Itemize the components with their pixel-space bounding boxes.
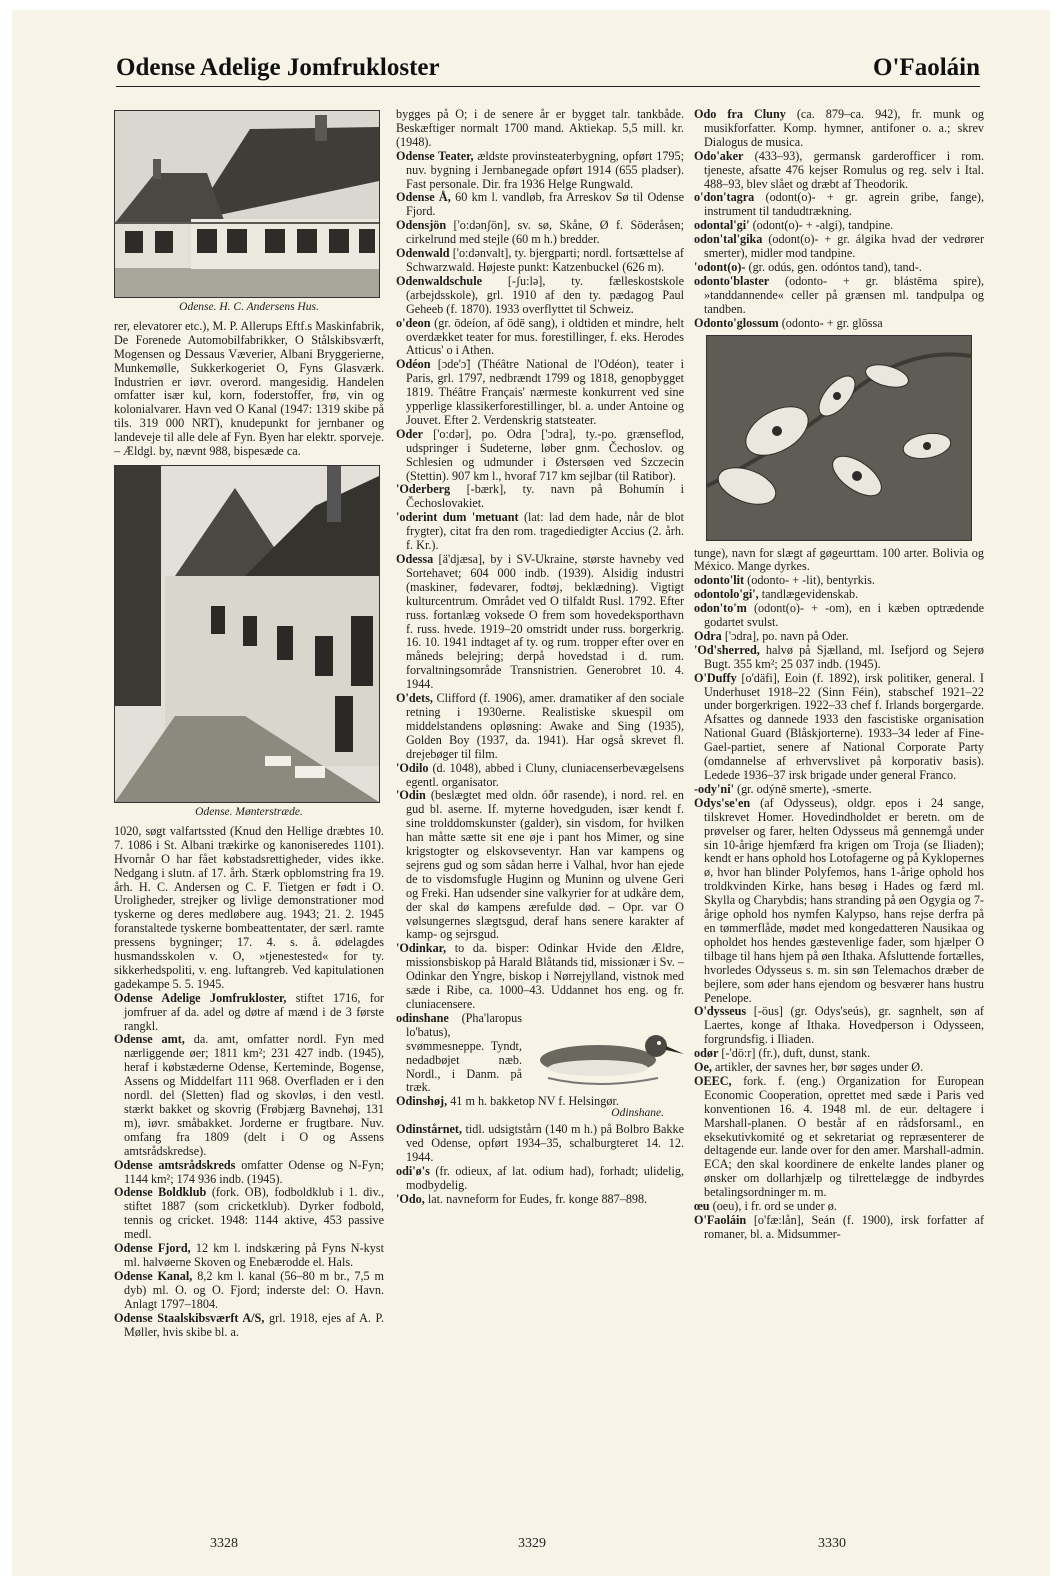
entry xyxy=(396,247,684,275)
entry-body: [-bærk], ty. navn på Bohumín i Čechoslovakiet. xyxy=(406,482,684,511)
entry xyxy=(694,644,984,672)
entry-head: Odra xyxy=(694,628,722,643)
entry-head: Odinstårnet, xyxy=(396,1122,463,1137)
header-rule xyxy=(116,86,980,87)
page-number-left: 3328 xyxy=(210,1536,238,1551)
entry-head: Oe, xyxy=(694,1060,712,1075)
entry-head: Odinshøj, xyxy=(396,1094,448,1109)
entry xyxy=(114,1270,384,1312)
entry-head: 'oderint dum 'metuant xyxy=(396,510,519,525)
photo1-caption: Odense. H. C. Andersens Hus. xyxy=(179,301,319,313)
entry-body: (ca. 879–ca. 942), fr. munk og musikforfatter. Komp. hymner, antifoner o. a.; skrev Dialogus de musica. xyxy=(704,108,984,149)
entry-body: (fr. odieux, af lat. odium had), forhadt; ulidelig, modbydelig. xyxy=(406,1163,684,1192)
entry-head: Odenwald xyxy=(396,246,450,261)
entry-body: (odont(o)- + gr. agrein gribe, fange), instrument til tandudtrækning. xyxy=(704,190,984,219)
column2-intro: bygges på O; i de senere år er bygget talr. tankbåde. Beskæftiger normalt 1700 mand. Aktiekap. 5,5 mill. kr. (1948). xyxy=(396,108,684,149)
entry-body: lat. navneform for Eudes, fr. konge 887–898. xyxy=(424,1191,648,1206)
entry-body: (lat: lad dem hade, når de blot frygter), citat fra den rom. tragediedigter Accius (2. årh. f. Kr.). xyxy=(406,510,684,553)
entry-body: 8,2 km l. kanal (56–80 m br., 7,5 m dyb) ml. O. og O. Fjord; inderste del: O. Havn. Anlagt 1797–1804. xyxy=(124,1268,384,1311)
entry xyxy=(694,588,984,602)
entry xyxy=(396,789,684,942)
entry-body: omfatter Odense og N-Fyn; 1144 km²; 174 936 indb. (1945). xyxy=(124,1157,384,1186)
entry-head: Odonto'glossum xyxy=(694,315,779,330)
entry-body: (odont(o)- + -om), en i kæben optrædende godartet svulst. xyxy=(704,601,984,630)
entry-body: [-'dö:r] (fr.), duft, dunst, stank. xyxy=(718,1046,871,1061)
entry-body: (odont(o)- + gr. álgika hvad der vedrører smerter), midler mod tandpine. xyxy=(704,232,984,261)
entry-head: 'Odinkar, xyxy=(396,941,447,956)
entry-head: Odense Boldklub xyxy=(114,1185,207,1200)
entry xyxy=(694,1075,984,1200)
entry-head: o'deon xyxy=(396,315,431,330)
entry-body: 41 m h. bakketop NV f. Helsingør. xyxy=(447,1094,619,1109)
text-after-photo: tunge), navn for slægt af gøgeurttam. 100 arter. Bolivia og México. Mange dyrkes. xyxy=(694,545,984,574)
entry xyxy=(694,672,984,783)
entry xyxy=(694,574,984,588)
entry xyxy=(396,692,684,762)
entry xyxy=(396,150,684,192)
entry-body: da. amt, omfatter nordl. Fyn med nærliggende øer; 1811 km²; 231 427 indb. (1945), heraf i købstæderne Odense, Kerteminde, Bogense, Assens og Middelfart 111 968. Overfladen er i den nordl. del (Sletten) flad og skovløs, i den vestl. stærkt bakket og skovrig (Frøbjærg Bavnehøj, 131 m), iøvr. småbakket. Jorderne er frugtbare. Nuv. omfang fra 1809 (delt i O og Assens amtsrådskredse). xyxy=(124,1032,384,1158)
entry-head: Odense amtsrådskreds xyxy=(114,1157,236,1172)
entry-body: Clifford (f. 1906), amer. dramatiker af den sociale retning i 1930erne. Realistiske skuespil om middelstandens opløsning: Awake and Sing (1935), Golden Boy (1937, da. 1941). Har også skrevet fl. drejebøger til film. xyxy=(406,691,684,761)
entry-head: Odo'aker xyxy=(694,148,744,163)
entry-head: O'Faoláin xyxy=(694,1213,747,1227)
entry xyxy=(694,783,984,797)
entry xyxy=(694,275,984,317)
photo-andersens-hus xyxy=(114,110,380,298)
entry-head: Odense Fjord, xyxy=(114,1241,191,1256)
entry-head: Odense amt, xyxy=(114,1032,185,1047)
entry-head: 'Odilo xyxy=(396,760,429,775)
entry xyxy=(114,1312,384,1340)
bird-illustration xyxy=(528,1016,684,1090)
entry-head: 'Odin xyxy=(396,788,426,803)
entry xyxy=(694,1005,984,1047)
running-header-right: O'Faoláin xyxy=(873,54,980,81)
entry xyxy=(694,1214,984,1242)
entry-head: O'Duffy xyxy=(694,670,737,685)
entry-body: halvø på Sjælland, ml. Isefjord og Sejerø Bugt. 355 km²; 25 037 indb. (1945). xyxy=(704,642,984,671)
entry xyxy=(396,219,684,247)
entry xyxy=(396,1165,684,1193)
entry-body: 12 km l. indskæring på Fyns N-kyst ml. halvøerne Skoven og Enebærodde el. Hals. xyxy=(124,1241,384,1269)
entry-head: 'Od'sherred, xyxy=(694,642,760,657)
entry-body: (odonto- + gr. glōssa xyxy=(778,315,883,330)
house-photo-image xyxy=(115,111,379,297)
entry-head: Odense Teater, xyxy=(396,148,474,163)
entry xyxy=(396,191,684,219)
entry-head: œu xyxy=(694,1199,710,1214)
entry xyxy=(694,1061,984,1075)
entry xyxy=(114,992,384,1034)
bird-caption: Odinshane. xyxy=(611,1107,664,1120)
entry-body: [o'fæ:lån], Seán (f. 1900), irsk forfatter af romaner, bl. a. Midsummer- xyxy=(704,1213,984,1241)
entry-head: o'don'tagra xyxy=(694,190,755,205)
entry-head: Odessa xyxy=(396,552,434,566)
entry-body: [ä'djæsa], by i SV-Ukraine, største havneby ved Sortehavet; 604 000 indb. (1939). Alsidig industri (maskiner, fødevarer, fodtøj, beklædning). Vigtigt kulturcentrum. Området ved O tilfaldt Rusl. 1792. Efter russ. fortanlæg voksede O frem som hovedeksporthavn f. russ. hvede. 1919–20 omstridt under russ. borgerkrig. 16. 10. 1941 indtaget af ty. og rum. tropper efter over en måneds belejring; derpå hovedstad i d. rum. forvaltningsområde Transnistrien. Generobret 10. 4. 1944. xyxy=(406,552,684,692)
entry-head: odon'to'm xyxy=(694,601,747,616)
entry xyxy=(694,1200,984,1214)
odinshane-block xyxy=(396,1012,684,1121)
page-number-right: 3330 xyxy=(818,1536,846,1551)
photo-odontoglossum xyxy=(706,335,972,541)
column-2 xyxy=(396,108,684,1488)
entry-body: to da. bisper: Odinkar Hvide den Ældre, missionsbiskop på Harald Blåtands tid, missionær i Sv. – Odinkar den Yngre, biskop i Nørrejylland, vistnok med sæde i Ribe, ca. 1000–43. Uddannet hos eng. og fr. cluniacensere. xyxy=(406,941,684,1011)
column-3 xyxy=(694,108,984,1488)
entry xyxy=(694,261,984,275)
entry-head: O'dets, xyxy=(396,691,433,706)
entry-head: 'Odo, xyxy=(396,1191,425,1206)
orchid-photo-image xyxy=(707,336,971,540)
entry xyxy=(396,553,684,692)
running-header-left: Odense Adelige Jomfrukloster xyxy=(116,54,440,81)
entry xyxy=(396,511,684,553)
entry xyxy=(396,762,684,790)
entry xyxy=(694,150,984,192)
entry-body: (Pha'laropus lo'batus), svømmesneppe. Tyndt, nedadbøjet næb. Nordl., i Danm. på træk. xyxy=(406,1010,522,1095)
entry xyxy=(396,483,684,511)
entry-head: odontal'gi' xyxy=(694,218,750,233)
column-1 xyxy=(114,110,384,1490)
entry-head: Odense Staalskibsværft A/S, xyxy=(114,1310,265,1325)
entry xyxy=(694,219,984,233)
entry xyxy=(114,1186,384,1242)
entry-body: (gr. odús, gen. odóntos tand), tand-. xyxy=(745,259,922,274)
text-block-a: rer, elevatorer etc.), M. P. Allerups Eftf.s Maskinfabrik, De Forenede Automobilfabrikker, O Stålskibsværft, Mogensen og Dessaus Væverier, Albani Bryggerierne, Munkemølle, Sukkerkogeriet O, Fyns Glasværk. Industrien er iøvr. overord. mangesidig. Handelen omfatter især kul, korn, foderstoffer, frø, vin og kolonialvarer. Havn ved O Kanal (1947: 1319 skibe på tils. 319 000 NRT), knudepunkt for jernbaner og landeveje til alle dele af Fyn. Byen har elektr. sporveje. – Ældgl. by, nævnt 988, bispesæde ca. xyxy=(114,318,384,459)
entry xyxy=(694,317,984,331)
entry xyxy=(114,1033,384,1158)
entry-head: odør xyxy=(694,1046,719,1061)
column1-entries xyxy=(114,992,384,1340)
entry-head: O'dysseus xyxy=(694,1004,747,1019)
photo2-caption: Odense. Mønterstræde. xyxy=(195,805,303,818)
entry-body: ['ɔdra], po. navn på Oder. xyxy=(721,628,849,643)
entry xyxy=(396,1123,684,1165)
street-photo-image xyxy=(115,466,379,802)
entry-body: (gr. odýnē smerte), -smerte. xyxy=(733,781,872,796)
entry-body: (af Odysseus), oldgr. epos i 24 sange, tilskrevet Homer. Hovedindholdet er beretn. om de prøvelser og farer, helten Odysseus må gennemgå under sin 10-årige hjemfærd fra krigen om Troja (se Iliaden); kendt er hans ophold hos Lotofagerne og på Kyklopernes ø, hvor han blinder Polyfemos, hans 1-årige ophold hos troldkvinden Kirke, hans besøg i Hades og færd ml. Skylla og Charybdis; hans stranding på øen Ogygia og 7-årige ophold hos nymfen Kalypso, hans rejse derfra på en tømmerflåde, mødet med kongedatteren Nausikaa og opholdet hos hendes gæstevenlige fader, som hjælper O tilbage til hans hjem på øen Ithaka. Afsluttende fortælles, hvorledes Odysseus s. m. sin søn Telemachos dræber de bejlere, som øder hans ejendom og besværer hans hustru Penelope. xyxy=(704,795,984,1005)
entry-head: OEEC, xyxy=(694,1073,732,1088)
entry-head: 'Oderberg xyxy=(396,482,451,497)
entry-head: 'odont(o)- xyxy=(694,259,746,274)
entry-head: odon'tal'gika xyxy=(694,232,763,247)
entry xyxy=(694,1047,984,1061)
entry-head: odi'ø's xyxy=(396,1163,430,1178)
entry xyxy=(114,1159,384,1187)
entry xyxy=(396,1193,684,1207)
entry-head: -ody'ni' xyxy=(694,781,734,796)
entry xyxy=(694,630,984,644)
entry xyxy=(694,602,984,630)
entry-head: odontolo'gi', xyxy=(694,587,759,602)
entry-head: Odenwaldschule xyxy=(396,273,483,288)
entry-head: odinshane xyxy=(396,1010,449,1025)
entry-body: stiftet 1716, for jomfruer af da. adel og døtre af mænd i de 3 første rangkl. xyxy=(124,990,384,1033)
entry-body: (odonto- + gr. blástēma spire), »tanddannende« celler på grænsen ml. tandpulpa og tandben. xyxy=(704,273,984,316)
entry-body: (d. 1048), abbed i Cluny, cluniacenserbevægelsens egentl. organisator. xyxy=(406,760,684,789)
entry xyxy=(114,1242,384,1270)
entry-body: (odonto- + -lit), bentyrkis. xyxy=(744,573,875,588)
photo-monterstraede xyxy=(114,465,380,803)
entry xyxy=(694,233,984,261)
entry-body: 60 km l. vandløb, fra Arreskov Sø til Odense Fjord. xyxy=(406,190,684,219)
entry-body: [-öus] (gr. Odys'seús), gr. sagnhelt, søn af Laertes, konge af Ithaka. Hovedperson i Odysseen, forgrundsfig. i Iliaden. xyxy=(704,1004,984,1047)
entry-head: Odensjön xyxy=(396,218,447,233)
entry-head: odonto'lit xyxy=(694,573,745,588)
entry-head: Odo fra Cluny xyxy=(694,108,786,121)
entry-body: ['o:dənvalt], ty. bjergparti; nordl. fortsættelse af Schwarzwald. Højeste punkt: Katzenbuckel (626 m). xyxy=(406,246,684,274)
entry-body: (odont(o)- + -algi), tandpine. xyxy=(749,218,894,233)
page-number-middle: 3329 xyxy=(518,1536,546,1551)
entry-head: Odense Adelige Jomfrukloster, xyxy=(114,990,287,1005)
entry-head: odonto'blaster xyxy=(694,273,770,288)
entry xyxy=(694,797,984,1006)
entry-body: artikler, der savnes her, bør søges under Ø. xyxy=(711,1060,924,1075)
text-block-b: 1020, søgt valfartssted (Knud den Hellige dræbtes 10. 7. 1086 i St. Albani trækirke og kanoniseredes 1101). Hvornår O har fået købstadsrettigheder, vides ikke. Nedgang i slutn. af 17. årh. Stærk opblomstring fra 19. årh. H. C. Andersen og C. F. Tietgen er født i O. Uroligheder, strejker og livlige demonstrationer mod tyskerne og deres medløbere aug. 1943; 21. 2. 1945 foranstaltede tyskerne bombeattentater, der særl. ramte pressens bygninger; 17. 4. s. å. ødelagdes husmandsskolen v. O, »tjenestested« for ty. sikkerhedspoliti, v. eng. luftangreb. Ved kapitulationen gadekampe 5. 5. 1945. xyxy=(114,823,384,991)
entry-body: (433–93), germansk garderofficer i rom. tjeneste, afsatte 476 kejser Romulus og reg. selv i Ital. 488–93, blev slået og dræbt af Theodorik. xyxy=(704,148,984,191)
entry-body: tidl. udsigtstårn (140 m h.) på Bolbro Bakke ved Odense, opført 1934–35, schalburgteret 14. 12. 1944. xyxy=(406,1122,684,1164)
entry-body: ['o:dər], po. Odra ['ɔdra], ty.-po. grænseflod, udspringer i Sudeterne, løber gnm. Čechoslov. og Schlesien og udmunder i Østersøen ved Szczecin (Stettin). 907 km l., hvoraf 717 km sejlbar (til Ratibor). xyxy=(406,426,684,483)
entry-body: [ɔde'ɔ̃] (Théâtre National de l'Odéon), teater i Paris, grl. 1797, nedbrændt 1799 og 1818, genopbygget 1819. Théâtre Français' nærmeste konkurrent ved sine ypperlige klassikerforestillinger, bl. a. under Antoine og Jouvet. Efter 2. Verdenskrig statsteater. xyxy=(406,357,684,427)
entry-head: Oder xyxy=(396,426,424,441)
entry-body: (fork. OB), fodboldklub i 1. div., stiftet 1887 (som cricketklub). Dyrker fodbold, tennis og cricket. 1948: 1144 aktive, 453 passive medl. xyxy=(124,1185,384,1242)
entry-body: ['o:dənʃön], sv. sø, Skåne, Ø f. Söderåsen; cirkelrund med stejle (60 m h.) bredder. xyxy=(406,218,684,247)
entry xyxy=(396,942,684,1012)
entry xyxy=(694,191,984,219)
entry-head: Odense Kanal, xyxy=(114,1268,193,1283)
entry-body: [o'däfi], Eoin (f. 1892), irsk politiker, general. I Underhuset 1918–22 (Sinn Féin), stabschef 1921–22 under borgerkrigen. 1922–33 chef f. Irlands borgergarde. Afsattes og dannede 1933 den fascistiske organisation National Guard (Blåskjorterne). 1933–34 leder af Fine-Gael-partiet, senere af National Corporate Party (omdannelse af erhvervslivet på korporativ basis). Ledede 1936–37 irsk brigade under general Franco. xyxy=(704,670,984,782)
entry-body: fork. f. (eng.) Organization for European Economic Cooperation, oprettet med sæde i Paris ved konventionen 16. 4. 1948 ml. de eur. deltagere i Marshall-planen. O består af en rådsforsaml., en eksekutivkomité og et sekretariat og repræsenterer de deltagende eur. lande over for den amer. Marshall-admin. ECA; den skal koordinere de enkelte landes planer og ønsker om dollarhjælp og tilrettelægge de indbyrdes betalingsordninger m. m. xyxy=(704,1073,984,1200)
entry-head: Odense Å, xyxy=(396,190,451,205)
entry xyxy=(396,428,684,484)
entry-head: Odys'se'en xyxy=(694,795,751,810)
entry xyxy=(694,108,984,150)
entry-body: tandlægevidenskab. xyxy=(758,587,859,602)
entry-body: ældste provinsteaterbygning, opført 1795; nuv. bygning i Jernbanegade opført 1914 (655 pladser). Fast personale. Dir. fra 1936 Helge Rungwald. xyxy=(406,148,684,191)
entry xyxy=(396,317,684,359)
entry-head: Odéon xyxy=(396,357,431,372)
entry-body: (gr. ōdeíon, af ōdē sang), i oldtiden et mindre, helt overdækket teater for mus. forestillinger, f. eks. Herodes Atticus' o i Athen. xyxy=(406,315,684,358)
entry-body: (beslægtet med oldn. óðr rasende), i nord. rel. en gud bl. aserne. If. myterne hovedguden, især kendt f. sine trolddomskunster (galder), sin visdom, for hvilken han måtte sætte sit ene øje i pant hos Mimer, og sine krigstogter og elskovseventyr. Han var kampens og sejrens gud og som sådan herre i Valhal, hvor han ejede de to visdomsfugle Huginn og Muninn og ulvene Geri og Freki. Han udsender sine valkyrier for at udkåre dem, der skal dø kampens ærefulde død. – Opr. var O vølsungernes slægtsgud, deraf hans senere karakter af kamp- og sejrsgud. xyxy=(406,788,684,942)
entry xyxy=(396,275,684,317)
entry-body: grl. 1918, ejes af A. P. Møller, hvis skibe bl. a. xyxy=(124,1310,384,1339)
entry xyxy=(396,358,684,428)
entry-body: [-ʃu:lə], ty. fælleskostskole (arbejdsskole), grl. 1910 af den ty. pædagog Paul Geheeb (f. 1870). 1933 overflyttet til Schweiz. xyxy=(406,273,684,316)
entry-body: (oeu), i fr. ord se under ø. xyxy=(709,1199,837,1214)
